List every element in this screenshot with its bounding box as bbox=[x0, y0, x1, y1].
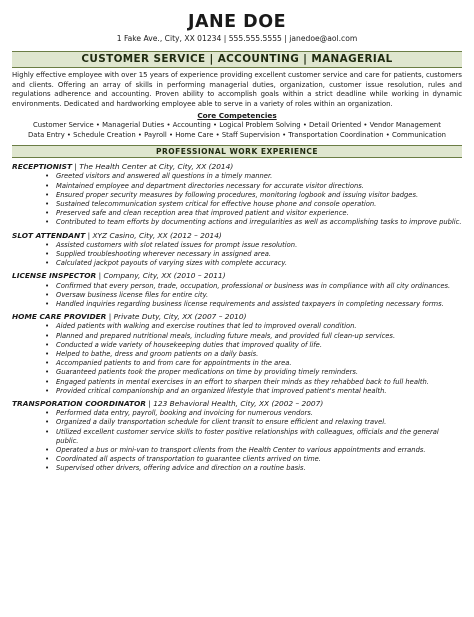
duty-item: • Utilized excellent customer service skills to foster positive relationships with colleagues, officials and the general public. bbox=[56, 428, 462, 446]
job-duties bbox=[12, 409, 462, 473]
job-role: RECEPTIONIST bbox=[12, 162, 73, 172]
job-details: Company, City, XX (2010 – 2011) bbox=[103, 271, 226, 281]
duty-item: • Supervised other drivers, offering advice and direction on a routine basis. bbox=[56, 464, 462, 473]
job-duties bbox=[12, 241, 462, 269]
job-header: HOME CARE PROVIDER | Private Duty, City, XX (2007 – 2010) bbox=[12, 312, 247, 322]
job-header: TRANSPORATION COORDINATOR | 123 Behavioral Health, City, XX (2002 – 2007) bbox=[12, 399, 324, 409]
candidate-name: JANE DOE bbox=[187, 12, 287, 32]
duty-item: • Organized a daily transportation schedule for client transit to ensure efficient and relaxing travel. bbox=[56, 418, 462, 427]
duty-item: • Conducted a wide variety of housekeeping duties that improved quality of life. bbox=[56, 341, 462, 350]
job-slot-attendant bbox=[12, 231, 462, 269]
job-duties bbox=[12, 172, 462, 227]
duty-item: • Handled inquiries regarding business license requirements and assisted taxpayers in completing necessary forms. bbox=[56, 300, 462, 309]
contact-info: 1 Fake Ave., City, XX 01234 | 555.555.5555 | janedoe@aol.com bbox=[116, 34, 358, 43]
duty-item: • Coordinated all aspects of transportation to guarantee clients arrived on time. bbox=[56, 455, 462, 464]
core-competencies-line-1: Customer Service • Managerial Duties • Accounting • Logical Problem Solving • Detail Oriented • Vendor Management bbox=[33, 121, 441, 130]
job-duties bbox=[12, 282, 462, 310]
duty-item: • Accompanied patients to and from care for appointments in the area. bbox=[56, 359, 462, 368]
job-details: XYZ Casino, City, XX (2012 – 2014) bbox=[92, 230, 222, 240]
duty-item: • Maintained employee and department directories necessary for accurate visitor directions. bbox=[56, 182, 462, 191]
job-role: LICENSE INSPECTOR bbox=[12, 271, 97, 281]
duty-item: • Assisted customers with slot related issues for prompt issue resolution. bbox=[56, 241, 462, 250]
summary-paragraph: Highly effective employee with over 15 years of experience providing excellent customer service and care for patients, customers and clients. Offering an array of skills in performing managerial duties, organization, customer issue resolution, rules and regulations adherence and accounting. Proven ability to accomplish goals within a strict deadline while working in dynamic environments. Dedicated and hardworking employee able to serve in a variety of roles within an organization. bbox=[12, 71, 462, 108]
job-role: SLOT ATTENDANT bbox=[12, 230, 86, 240]
duty-item: • Guaranteed patients took the proper medications on time by providing timely reminders. bbox=[56, 368, 462, 377]
duty-item: • Preserved safe and clean reception area that improved patient and visitor experience. bbox=[56, 209, 462, 218]
job-license-inspector bbox=[12, 271, 462, 309]
duty-item: • Planned and prepared nutritional meals, including future meals, and provided full clean-up services. bbox=[56, 332, 462, 341]
duty-item: • Aided patients with walking and exercise routines that led to improved overall condition. bbox=[56, 322, 462, 331]
duty-item: • Greeted visitors and answered all questions in a timely manner. bbox=[56, 172, 462, 181]
job-receptionist bbox=[12, 162, 462, 227]
duty-item: • Operated a bus or mini-van to transport clients from the Health Center to various appointments and errands. bbox=[56, 446, 462, 455]
job-role: HOME CARE PROVIDER bbox=[12, 312, 107, 322]
job-header: SLOT ATTENDANT | XYZ Casino, City, XX (2012 – 2014) bbox=[12, 230, 222, 240]
duty-item: • Oversaw business license files for entire city. bbox=[56, 291, 462, 300]
job-details: 123 Behavioral Health, City, XX (2002 – 2007) bbox=[153, 399, 324, 409]
job-duties bbox=[12, 322, 462, 396]
duty-item: • Engaged patients in mental exercises in an effort to sharpen their minds as they rehabbed back to full health. bbox=[56, 378, 462, 387]
core-competencies-line-2: Data Entry • Schedule Creation • Payroll • Home Care • Staff Supervision • Transportation Coordination • Communication bbox=[28, 130, 446, 139]
duty-item: • Provided critical companionship and an organized lifestyle that improved patient's mental health. bbox=[56, 387, 462, 396]
job-details: Private Duty, City, XX (2007 – 2010) bbox=[113, 312, 247, 322]
duty-item: • Sustained telecommunication system critical for effective house phone and console operation. bbox=[56, 200, 462, 209]
job-header: RECEPTIONIST | The Health Center at City, City, XX (2014) bbox=[12, 162, 234, 172]
duty-item: • Helped to bathe, dress and groom patients on a daily basis. bbox=[56, 350, 462, 359]
duty-item: • Supplied troubleshooting wherever necessary in assigned area. bbox=[56, 250, 462, 259]
duty-item: • Contributed to team efforts by documenting actions and irregularities as well as accomplishing tasks to improve public. bbox=[56, 218, 462, 227]
duty-item: • Performed data entry, payroll, booking and invoicing for numerous vendors. bbox=[56, 409, 462, 418]
job-transportation-coordinator bbox=[12, 399, 462, 474]
duty-item: • Confirmed that every person, trade, occupation, professional or business was in compliance with all city ordinances. bbox=[56, 282, 462, 291]
core-competencies-title: Core Competencies bbox=[197, 111, 277, 121]
experience-section-banner: PROFESSIONAL WORK EXPERIENCE bbox=[12, 145, 462, 158]
job-role: TRANSPORATION COORDINATOR bbox=[12, 399, 146, 409]
job-home-care-provider bbox=[12, 312, 462, 396]
headline-banner: CUSTOMER SERVICE | ACCOUNTING | MANAGERIAL bbox=[12, 51, 462, 68]
job-details: The Health Center at City, City, XX (2014) bbox=[79, 162, 234, 172]
duty-item: • Calculated jackpot payouts of varying sizes with complete accuracy. bbox=[56, 259, 462, 268]
duty-item: • Ensured proper security measures by following procedures, monitoring logbook and issuing visitor badges. bbox=[56, 191, 462, 200]
job-header: LICENSE INSPECTOR | Company, City, XX (2010 – 2011) bbox=[12, 271, 226, 281]
